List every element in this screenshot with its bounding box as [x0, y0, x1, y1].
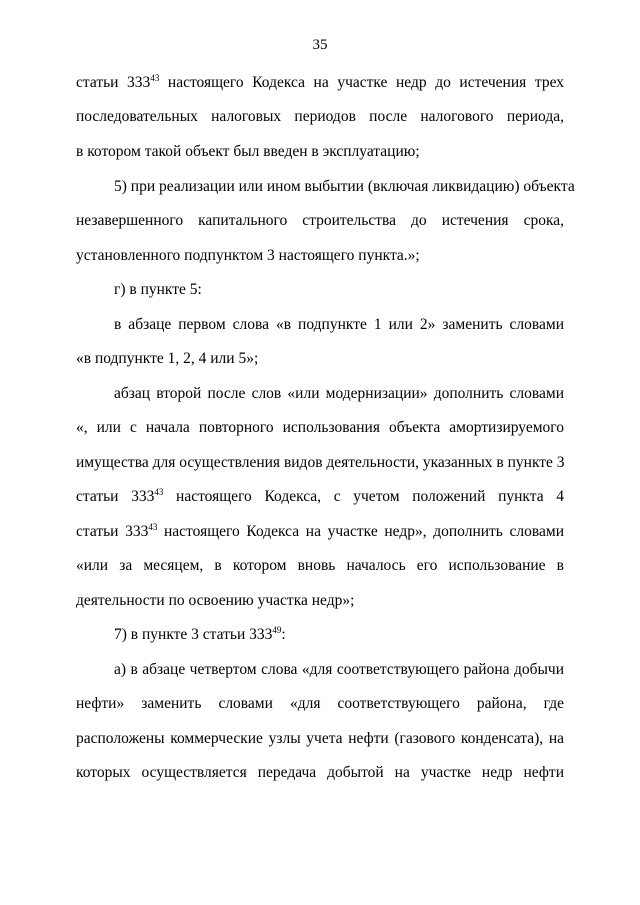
- text-line: расположены коммерческие узлы учета нефти (газового конденсата), на: [76, 730, 564, 747]
- text-line: деятельности по освоению участка недр»;: [76, 592, 355, 609]
- page-number: 35: [312, 37, 328, 53]
- text-line: в абзаце первом слова «в подпункте 1 или 2» заменить словами: [114, 316, 564, 333]
- text-line: статьи $333^{43}$ настоящего Кодекса на участке недр до истечения трех: [76, 73, 565, 91]
- text-line: 7) в пункте 3 статьи $333^{49}$:: [114, 625, 286, 643]
- text-line: «, или с начала повторного использования объекта амортизируемого: [76, 419, 564, 436]
- text-line: статьи $333^{43}$ настоящего Кодекса, с учетом положений пункта 4: [76, 487, 564, 505]
- text-line: которых осуществляется передача добытой на участке недр нефти: [76, 764, 564, 781]
- text-line: «или за месяцем, в котором вновь началось его использование в: [76, 557, 564, 574]
- text-line: установленного подпунктом 3 настоящего пункта.»;: [76, 247, 420, 264]
- text-line: в котором такой объект был введен в эксплуатацию;: [76, 143, 420, 160]
- text-line: «в подпункте 1, 2, 4 или 5»;: [76, 350, 259, 367]
- text-line: статьи $333^{43}$ настоящего Кодекса на участке недр», дополнить словами: [76, 522, 564, 540]
- text-line: абзац второй после слов «или модернизации» дополнить словами: [114, 385, 564, 402]
- text-line: незавершенного капитального строительства до истечения срока,: [76, 212, 564, 229]
- text-line: имущества для осуществления видов деятельности, указанных в пункте 3: [76, 454, 565, 471]
- text-line: нефти» заменить словами «для соответствующего района, где: [76, 695, 564, 712]
- text-line: а) в абзаце четвертом слова «для соответствующего района добычи: [114, 661, 564, 678]
- text-line: г) в пункте 5:: [114, 281, 202, 298]
- text-line: 5) при реализации или ином выбытии (включая ликвидацию) объекта: [114, 178, 575, 195]
- text-line: последовательных налоговых периодов после налогового периода,: [76, 108, 564, 125]
